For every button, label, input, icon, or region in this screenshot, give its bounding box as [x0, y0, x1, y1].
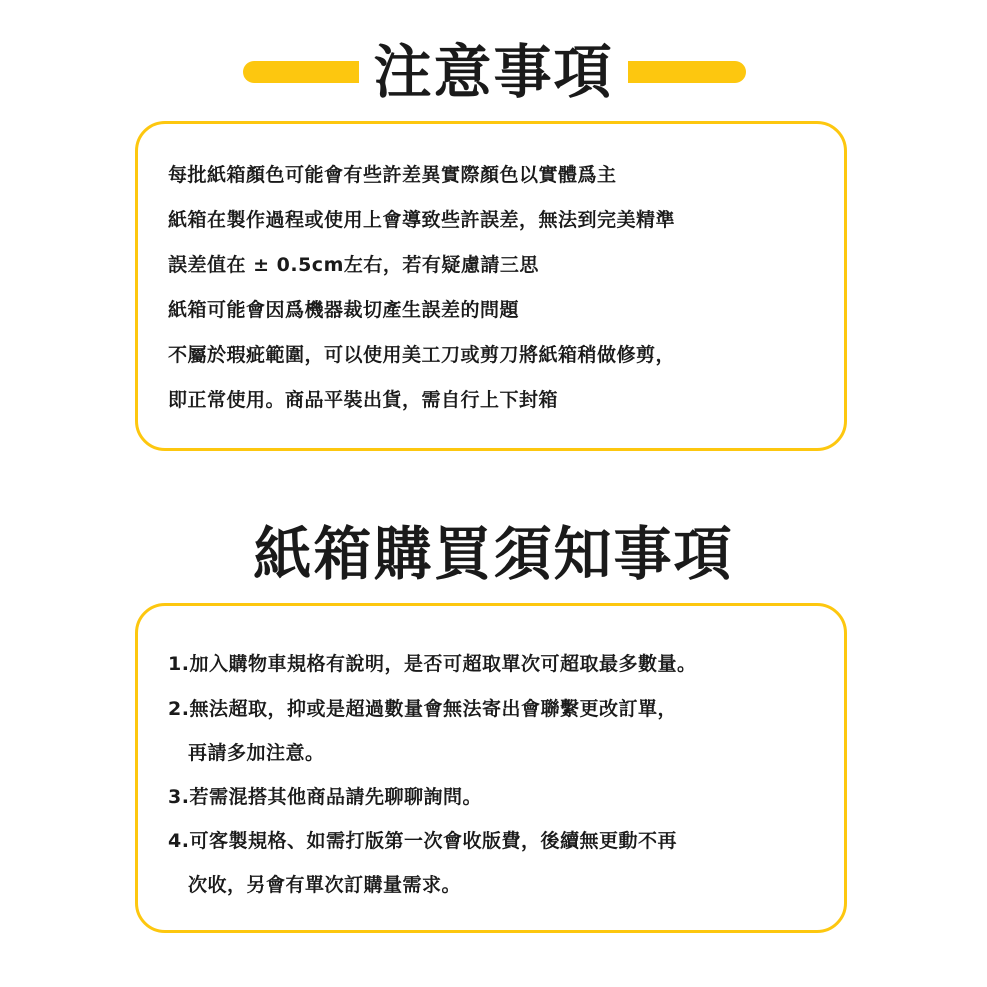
purchase-title: 紙箱購買須知事項 [239, 520, 747, 588]
notice-line: 誤差值在 ± 0.5cm左右，若有疑慮請三思 [168, 254, 539, 276]
purchase-line: 1.加入購物車規格有說明，是否可超取單次可超取最多數量。 [168, 653, 697, 675]
purchase-line: 3.若需混搭其他商品請先聊聊詢問。 [168, 786, 482, 808]
section-title-notice [0, 32, 987, 112]
purchase-line: 2.無法超取，抑或是超過數量會無法寄出會聯繫更改訂單， [168, 698, 677, 720]
purchase-box [135, 603, 847, 933]
purchase-line: 次收，另會有單次訂購量需求。 [188, 874, 462, 896]
notice-title: 注意事項 [359, 38, 627, 106]
notice-line: 不屬於瑕疵範圍，可以使用美工刀或剪刀將紙箱稍做修剪， [168, 344, 676, 366]
notice-line: 每批紙箱顏色可能會有些許差異實際顏色以實體爲主 [168, 164, 617, 186]
purchase-line: 4.可客製規格、如需打版第一次會收版費，後續無更動不再 [168, 830, 677, 852]
notice-line: 即正常使用。商品平裝出貨，需自行上下封箱 [168, 389, 559, 411]
notice-line: 紙箱在製作過程或使用上會導致些許誤差，無法到完美精準 [168, 209, 676, 231]
purchase-line: 再請多加注意。 [188, 742, 325, 764]
notice-line: 紙箱可能會因爲機器裁切產生誤差的問題 [168, 299, 520, 321]
notice-box [135, 121, 847, 451]
section-title-purchase [0, 514, 987, 594]
